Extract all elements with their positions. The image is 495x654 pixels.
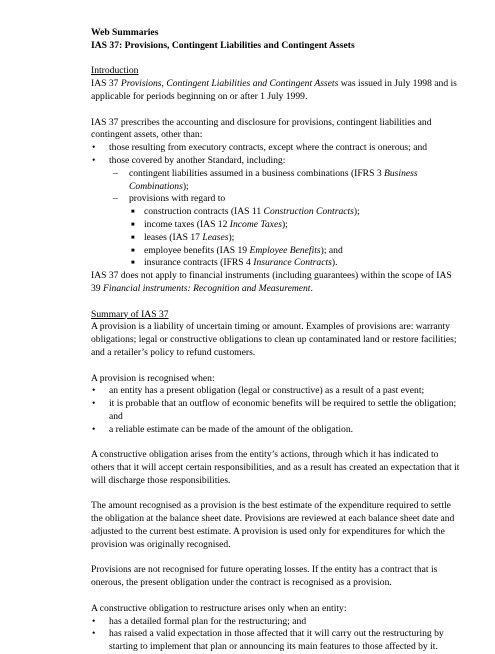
list-item: • those resulting from executory contracts, except where the contract is onerous; and (92, 142, 428, 154)
summary-paragraph-2: A provision is recognised when: (91, 372, 215, 384)
list-item: – provisions with regard to (113, 193, 226, 205)
summary-paragraph-4: The amount recognised as a provision is the best estimate of the expenditure required to settle the obligation at the balance sheet date. Provisions are reviewed at each balance sheet date and adjusted to the current best estimate. A provision is used only for expenditures for which the provision was originally recognised. (91, 500, 455, 550)
restructuring-list (91, 616, 463, 654)
intro-paragraph-2: IAS 37 prescribes the accounting and disclosure for provisions, contingent liabilities and contingent assets, other than: (91, 116, 432, 141)
intro-paragraph-1: IAS 37 Provisions, Contingent Liabilities and Contingent Assets was issued in July 1998 and is applicable for periods beginning on or after 1 July 1999. (91, 78, 457, 102)
list-item: ■ construction contracts (IAS 11 Construction Contracts); (131, 206, 360, 218)
intro-heading: Introduction (91, 65, 139, 77)
bullet-marker: • (92, 423, 96, 435)
list-item: – contingent liabilities assumed in a business combinations (IFRS 3 Business Combinations); (113, 167, 418, 192)
document-title: IAS 37: Provisions, Contingent Liabilities and Contingent Assets (91, 39, 355, 51)
list-item: • has a detailed formal plan for the restructuring; and (92, 615, 307, 627)
exclusion-list (91, 142, 463, 270)
bullet-marker: • (92, 615, 96, 627)
bullet-marker: • (92, 142, 96, 154)
list-item: • has raised a valid expectation in those affected that it will carry out the restructuring by starting to implement that plan or announcing its main features to those affected by it. (92, 628, 444, 653)
list-item: ■ leases (IAS 17 Leases); (131, 231, 235, 243)
summary-paragraph-5: Provisions are not recognised for future operating losses. If the entity has a contract that is onerous, the present obligation under the contract is recognised as a provision. (91, 564, 438, 589)
bullet-marker: • (92, 628, 96, 640)
bullet-marker: • (92, 154, 96, 166)
summary-paragraph-6: A constructive obligation to restructure arises only when an entity: (91, 602, 347, 614)
summary-heading: Summary of IAS 37 (91, 308, 169, 320)
bullet-marker: • (92, 385, 96, 397)
recognition-list (91, 385, 463, 436)
dash-marker: – (113, 193, 118, 205)
square-marker: ■ (131, 234, 135, 241)
dash-marker: – (113, 167, 118, 179)
list-item: • an entity has a present obligation (legal or constructive) as a result of a past event; (92, 385, 425, 397)
list-item: • those covered by another Standard, including: (92, 154, 286, 166)
list-item: ■ insurance contracts (IFRS 4 Insurance Contracts). (131, 257, 338, 269)
square-marker: ■ (131, 260, 135, 267)
list-item: • a reliable estimate can be made of the amount of the obligation. (92, 423, 354, 435)
list-item: ■ employee benefits (IAS 19 Employee Benefits); and (131, 244, 343, 256)
square-marker: ■ (131, 209, 135, 216)
intro-paragraph-3: IAS 37 does not apply to financial instruments (including guarantees) within the scope of IAS 39 Financial instruments: Recognition and Measurement. (91, 270, 452, 294)
square-marker: ■ (131, 247, 135, 254)
summary-paragraph-1: A provision is a liability of uncertain timing or amount. Examples of provisions are: warranty obligations; legal or constructive obligations to clean up contaminated land or restore facilities; and a retailer’s policy to refund customers. (91, 321, 457, 358)
bullet-marker: • (92, 398, 96, 410)
document-page (91, 27, 463, 654)
list-item: • it is probable that an outflow of economic benefits will be required to settle the obligation; and (92, 398, 457, 422)
header-line-1: Web Summaries (91, 27, 159, 38)
square-marker: ■ (131, 221, 135, 228)
list-item: ■ income taxes (IAS 12 Income Taxes); (131, 218, 288, 230)
summary-paragraph-3: A constructive obligation arises from the entity’s actions, through which it has indicated to others that it will accept certain responsibilities, and as a result has created an expectation that it will discharge those responsibilities. (91, 449, 460, 486)
